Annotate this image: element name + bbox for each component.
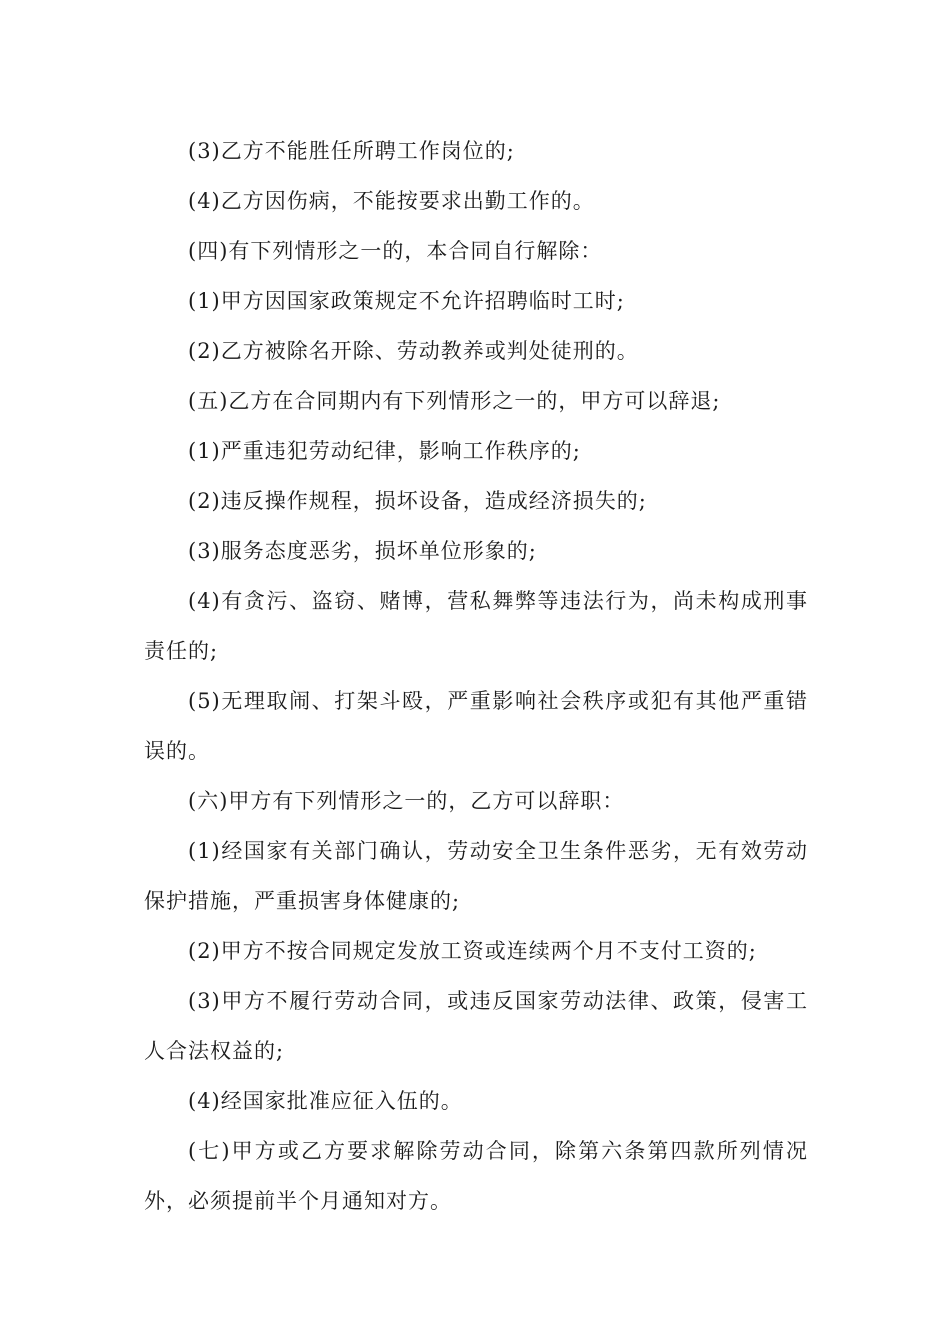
paragraph: (5)无理取闹、打架斗殴，严重影响社会秩序或犯有其他严重错误的。 bbox=[144, 689, 808, 763]
paragraph: (五)乙方在合同期内有下列情形之一的，甲方可以辞退; bbox=[188, 389, 721, 413]
paragraph: (3)服务态度恶劣，损坏单位形象的; bbox=[188, 539, 537, 563]
paragraph: (3)乙方不能胜任所聘工作岗位的; bbox=[188, 139, 515, 163]
paragraph: (六)甲方有下列情形之一的，乙方可以辞职： bbox=[188, 789, 625, 813]
paragraph: (4)有贪污、盗窃、赌博，营私舞弊等违法行为，尚未构成刑事责任的; bbox=[144, 589, 808, 663]
paragraph: (3)甲方不履行劳动合同，或违反国家劳动法律、政策，侵害工人合法权益的; bbox=[144, 989, 808, 1063]
paragraph: (四)有下列情形之一的，本合同自行解除： bbox=[188, 239, 603, 263]
paragraph: (2)乙方被除名开除、劳动教养或判处徒刑的。 bbox=[188, 339, 639, 363]
paragraph: (1)甲方因国家政策规定不允许招聘临时工时; bbox=[188, 289, 625, 313]
paragraph: (4)经国家批准应征入伍的。 bbox=[188, 1089, 463, 1113]
document-body bbox=[144, 126, 808, 1226]
paragraph: (七)甲方或乙方要求解除劳动合同，除第六条第四款所列情况外，必须提前半个月通知对方。 bbox=[144, 1139, 808, 1213]
paragraph: (2)甲方不按合同规定发放工资或连续两个月不支付工资的; bbox=[188, 939, 757, 963]
paragraph: (4)乙方因伤病，不能按要求出勤工作的。 bbox=[188, 189, 595, 213]
paragraph: (1)经国家有关部门确认，劳动安全卫生条件恶劣，无有效劳动保护措施，严重损害身体健康的; bbox=[144, 839, 808, 913]
paragraph: (2)违反操作规程，损坏设备，造成经济损失的; bbox=[188, 489, 647, 513]
paragraph: (1)严重违犯劳动纪律，影响工作秩序的; bbox=[188, 439, 581, 463]
